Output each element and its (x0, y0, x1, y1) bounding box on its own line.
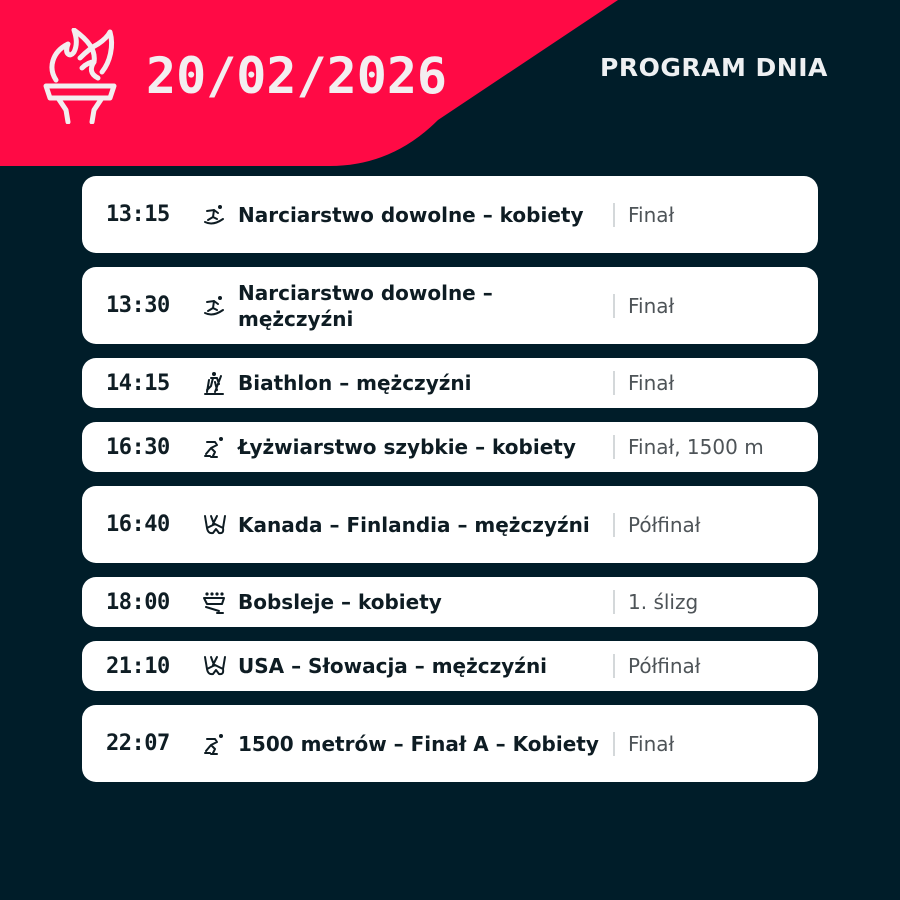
event-name: Biathlon – mężczyźni (238, 371, 472, 395)
column-divider (613, 654, 615, 678)
schedule-row (82, 422, 818, 472)
event-time: 18:00 (106, 589, 170, 615)
speed-skating-icon (200, 730, 228, 758)
column-divider (613, 513, 615, 537)
schedule-row (82, 358, 818, 408)
event-phase: Półfinał (628, 512, 701, 537)
ice-hockey-icon (200, 511, 228, 539)
header-banner (0, 0, 900, 170)
event-name: Bobsleje – kobiety (238, 590, 442, 614)
event-phase: Finał (628, 293, 675, 318)
column-divider (613, 371, 615, 395)
event-time: 14:15 (106, 370, 170, 396)
schedule-row (82, 267, 818, 344)
schedule-row (82, 486, 818, 563)
event-phase: Półfinał (628, 654, 701, 678)
event-phase: Finał (628, 731, 675, 756)
event-time: 16:30 (106, 434, 170, 460)
torch-icon (42, 28, 118, 124)
column-divider (613, 590, 615, 614)
bobsleigh-icon (200, 588, 228, 616)
event-phase: Finał (628, 202, 675, 227)
event-name: 1500 metrów – Finał A – Kobiety (238, 731, 599, 756)
schedule-row (82, 176, 818, 253)
schedule-row (82, 705, 818, 782)
freestyle-skiing-icon (200, 201, 228, 229)
biathlon-icon (200, 369, 228, 397)
page-date: 20/02/2026 (146, 47, 448, 105)
event-time: 21:10 (106, 653, 170, 679)
column-divider (613, 435, 615, 459)
column-divider (613, 294, 615, 318)
event-phase: Finał (628, 371, 675, 395)
event-phase: Finał, 1500 m (628, 435, 764, 459)
page-title: PROGRAM DNIA (600, 53, 828, 82)
freestyle-skiing-icon (200, 292, 228, 320)
event-phase: 1. ślizg (628, 590, 699, 614)
event-name: Łyżwiarstwo szybkie – kobiety (238, 435, 576, 459)
ice-hockey-icon (200, 652, 228, 680)
event-name: USA – Słowacja – mężczyźni (238, 654, 548, 678)
speed-skating-icon (200, 433, 228, 461)
event-time: 13:15 (106, 202, 170, 227)
column-divider (613, 732, 615, 756)
schedule-row (82, 577, 818, 627)
event-name: Kanada – Finlandia – mężczyźni (238, 512, 590, 537)
event-time: 16:40 (106, 512, 170, 537)
schedule-row (82, 641, 818, 691)
schedule-list (82, 176, 818, 782)
event-name: Narciarstwo dowolne – kobiety (238, 202, 584, 227)
event-name: Narciarstwo dowolne – mężczyźni (238, 280, 493, 331)
event-time: 13:30 (106, 293, 170, 318)
event-time: 22:07 (106, 731, 170, 756)
column-divider (613, 203, 615, 227)
